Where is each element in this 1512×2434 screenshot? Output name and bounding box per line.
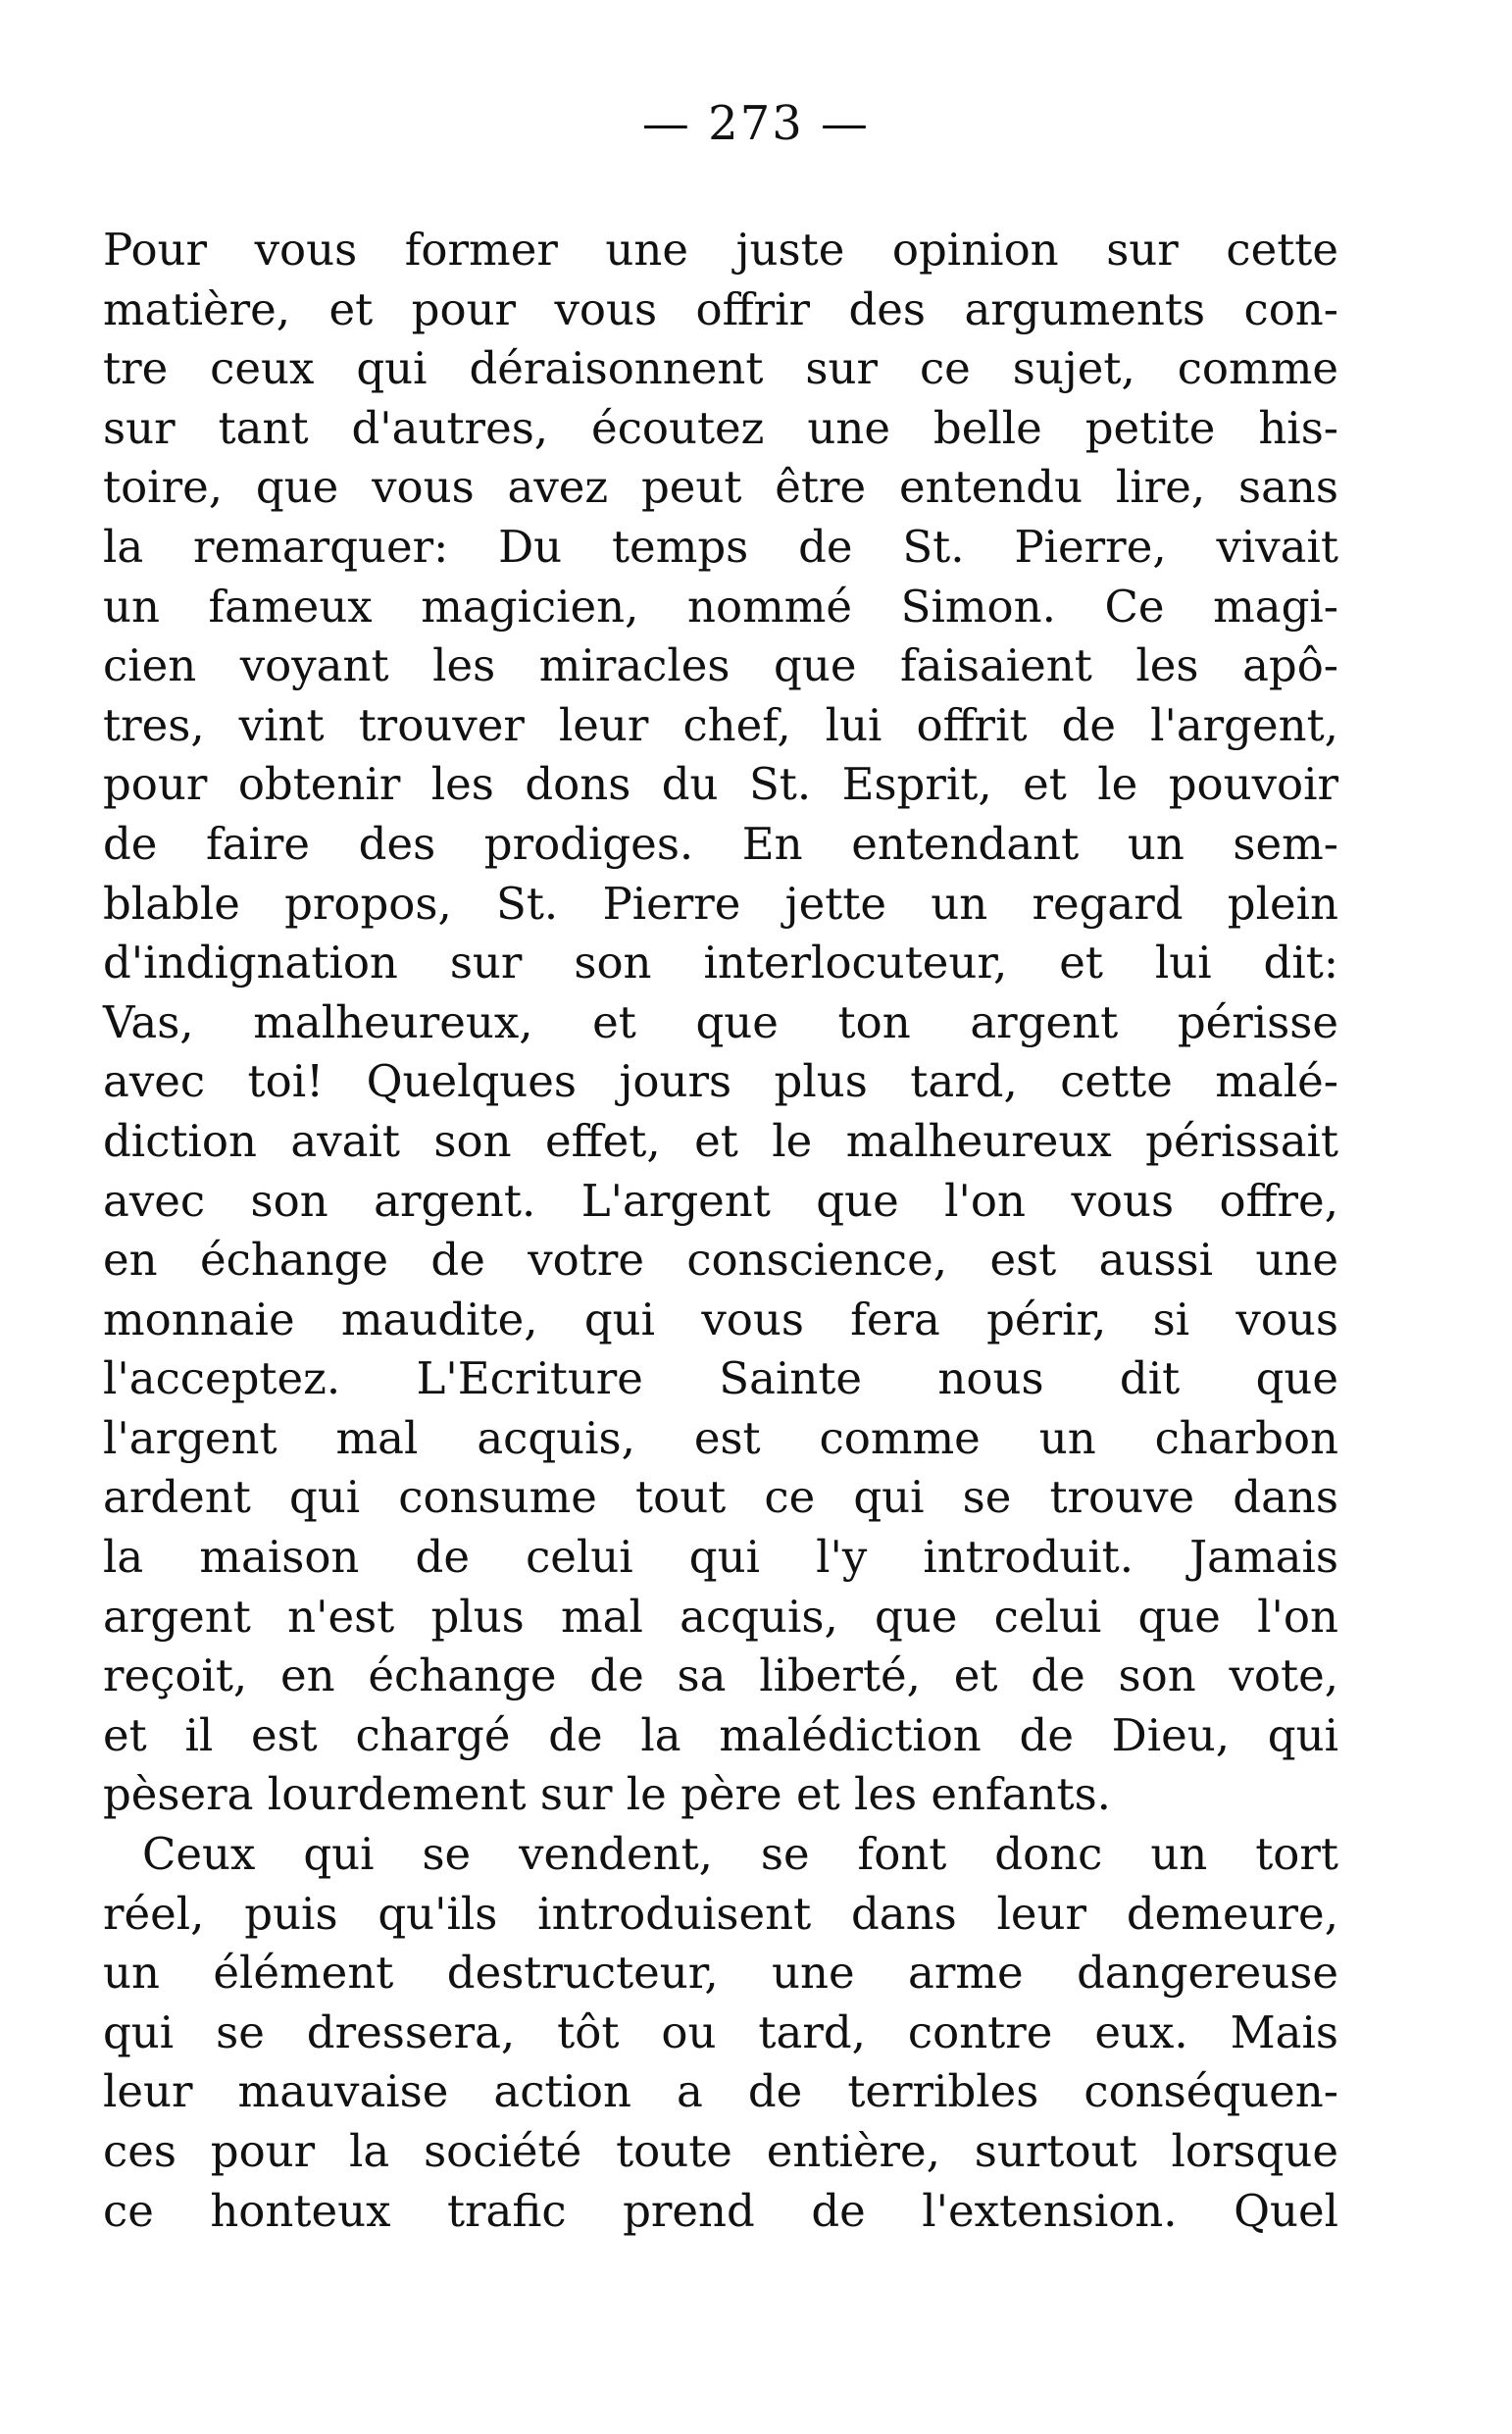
text-line: un élément destructeur, une arme dangereuse — [103, 1947, 1338, 2000]
text-line: toire, que vous avez peut être entendu lire, sans — [103, 461, 1338, 514]
text-line: ardent qui consume tout ce qui se trouve dans — [103, 1471, 1338, 1524]
body-text — [103, 221, 1338, 2241]
text-line: argent n'est plus mal acquis, que celui que l'on — [103, 1590, 1338, 1643]
text-line: la remarquer: Du temps de St. Pierre, vivait — [103, 520, 1338, 573]
text-line: ces pour la société toute entière, surtout lorsque — [103, 2125, 1338, 2177]
page-number: — 273 — — [641, 96, 871, 151]
text-line: l'argent mal acquis, est comme un charbon — [103, 1411, 1338, 1464]
text-line: Vas, malheureux, et que ton argent périsse — [103, 995, 1338, 1048]
text-line: leur mauvaise action a de terribles conséquen- — [103, 2065, 1338, 2118]
text-line: un fameux magicien, nommé Simon. Ce magi- — [103, 580, 1338, 633]
text-line: la maison de celui qui l'y introduit. Jamais — [103, 1531, 1338, 1584]
text-line: réel, puis qu'ils introduisent dans leur demeure, — [103, 1887, 1338, 1940]
text-line: l'acceptez. L'Ecriture Sainte nous dit que — [103, 1352, 1338, 1405]
text-line: qui se dressera, tôt ou tard, contre eux. Mais — [103, 2005, 1338, 2058]
text-line: matière, et pour vous offrir des arguments con- — [103, 282, 1338, 335]
text-line: sur tant d'autres, écoutez une belle petite his- — [103, 401, 1338, 454]
text-line: avec toi! Quelques jours plus tard, cette malé- — [103, 1055, 1338, 1108]
text-line: en échange de votre conscience, est aussi une — [103, 1234, 1338, 1287]
text-line: de faire des prodiges. En entendant un sem- — [103, 817, 1338, 870]
text-line: blable propos, St. Pierre jette un regard plein — [103, 877, 1338, 930]
text-line: pour obtenir les dons du St. Esprit, et le pouvoir — [103, 758, 1338, 811]
text-line: cien voyant les miracles que faisaient les apô- — [103, 639, 1338, 692]
text-line: monnaie maudite, qui vous fera périr, si vous — [103, 1293, 1338, 1345]
text-line: et il est chargé de la malédiction de Dieu, qui — [103, 1708, 1338, 1761]
text-line: reçoit, en échange de sa liberté, et de son vote, — [103, 1649, 1338, 1702]
text-line: Pour vous former une juste opinion sur cette — [103, 224, 1338, 276]
text-line: ce honteux trafic prend de l'extension. Quel — [103, 2184, 1338, 2237]
text-line: Ceux qui se vendent, se font donc un tort — [142, 1828, 1338, 1881]
text-line: tres, vint trouver leur chef, lui offrit de l'argent, — [103, 698, 1338, 751]
text-line: diction avait son effet, et le malheureux périssait — [103, 1114, 1338, 1167]
text-line: avec son argent. L'argent que l'on vous offre, — [103, 1174, 1338, 1227]
text-line: d'indignation sur son interlocuteur, et lui dit: — [103, 937, 1338, 989]
text-line: tre ceux qui déraisonnent sur ce sujet, comme — [103, 342, 1338, 395]
text-line: pèsera lourdement sur le père et les enfants. — [103, 1768, 1111, 1821]
